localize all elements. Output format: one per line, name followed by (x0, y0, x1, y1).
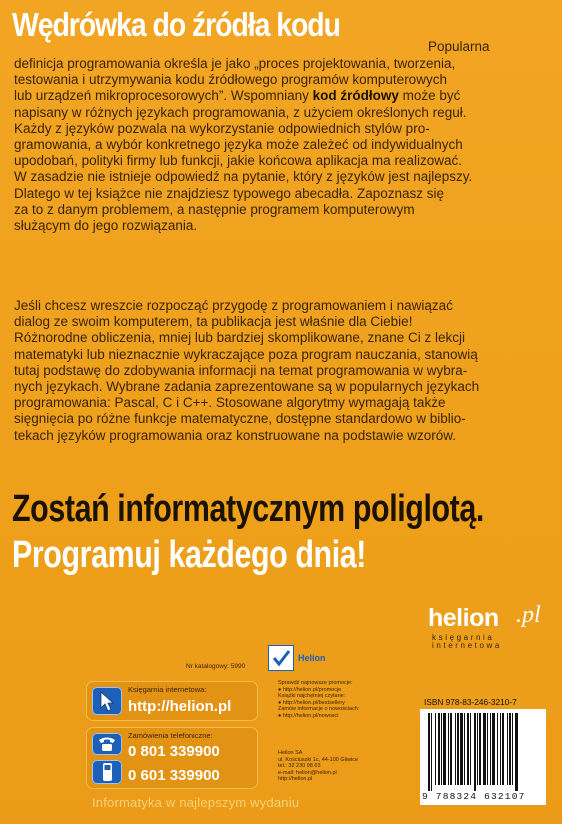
publisher-address-line: http://helion.pl (278, 776, 313, 783)
slogan-secondary: Programuj każdego dnia! (12, 534, 366, 576)
barcode-bar (483, 713, 486, 785)
promo-info (278, 680, 359, 720)
barcode-bar (464, 713, 465, 785)
barcode-bar (479, 713, 481, 785)
promo-info-line: Książki najchętniej czytane: (278, 693, 346, 700)
mobile-phone-icon (92, 760, 122, 784)
logo-subtitle-line1: księgarnia (432, 633, 495, 642)
logo-suffix: .pl (516, 602, 541, 628)
paragraph-2-line: matematyki lub nieznacznie wykraczające poza program nauczania, stanowią (14, 346, 478, 362)
barcode-bar (500, 713, 501, 785)
helion-badge-icon (268, 645, 294, 671)
paragraph-1-line (14, 137, 546, 153)
text-segment: W zasadzie nie istnieje odpowiedź na pytanie, który z języków jest najlepszy. (14, 169, 473, 185)
barcode-bar (474, 713, 476, 791)
catalog-code: Nr katalogowy: 5990 (186, 663, 246, 670)
promo-info-line: ● http://helion.pl/promocje (278, 686, 342, 693)
barcode-bar (431, 713, 432, 791)
barcode-bar (492, 713, 495, 785)
barcode-digits: 9 788324 632107 (422, 791, 526, 802)
paragraph-1-line (14, 88, 546, 104)
barcode-bar (490, 713, 491, 785)
text-segment: może być (398, 88, 461, 104)
text-segment: Każdy z języków pozwala na wykorzystanie odpowiednich stylów pro- (14, 120, 430, 136)
barcode-bar (443, 713, 446, 785)
paragraph-1-line (14, 105, 546, 121)
paragraph-2-line: programowania: Pascal, C i C++. Stosowane algorytmy wymagają także (14, 395, 446, 411)
paragraph-2-line: dialog ze swoim komputerem, ta publikacja jest właśnie dla Ciebie! (14, 314, 413, 330)
web-store-url[interactable]: http://helion.pl (128, 698, 232, 715)
text-segment: lub urządzeń mikroprocesorowych”. Wspomniany (14, 88, 313, 104)
paragraph-1-line (14, 186, 546, 202)
publisher-address-line: ul. Kościuszki 1c, 44-100 Gliwice (278, 756, 359, 763)
publisher-address-line: e-mail: helion@helion.pl (278, 769, 337, 776)
text-segment: napisany w różnych językach programowania, z użyciem określonych reguł. (14, 104, 467, 120)
phone-order-label: Zamówienia telefoniczne: (128, 731, 213, 740)
barcode-bar (515, 713, 518, 791)
paragraph-1-line (14, 169, 546, 185)
barcode-bar (509, 713, 511, 785)
barcode-bar (502, 713, 504, 785)
paragraph-1-line (14, 56, 546, 72)
barcode-bar (487, 713, 488, 785)
paragraph-2-line: tutaj podstawę do zdobywania informacji na temat programowania w wybra- (14, 362, 468, 378)
promo-info-line: ● http://helion.pl/nowosci (278, 712, 339, 719)
paragraph-1 (14, 56, 546, 234)
text-segment: definicja programowania określa je jako „proces projektowania, tworzenia, (14, 56, 456, 71)
phone-number-2[interactable]: 0 601 339900 (128, 767, 220, 784)
logo-subtitle-line2: internetowa (432, 641, 502, 650)
text-segment: Dlatego w tej książce nie znajdziesz typowego abecadła. Zapoznasz się (14, 185, 444, 201)
helion-small-name: Helion (298, 653, 326, 663)
barcode-bar (470, 713, 471, 785)
paragraph1-first-word: Popularna (428, 39, 490, 54)
barcode-bar (507, 713, 508, 785)
slogan-primary: Zostań informatycznym poliglotą. (12, 488, 484, 530)
barcode (420, 709, 546, 805)
phone-icon (92, 733, 122, 755)
text-segment: służącym do jego rozwiązania. (14, 218, 198, 234)
cursor-icon (92, 687, 122, 715)
publisher-address-line: tel.: 32 230 98 63 (278, 763, 321, 770)
paragraph-1-line (14, 202, 546, 218)
publisher-address (278, 750, 358, 783)
cover-title: Wędrówka do źródła kodu (12, 6, 340, 43)
barcode-bar (512, 713, 513, 785)
text-segment: gramowania, a wybór konkretnego języka może zależeć od indywidualnych (14, 137, 463, 153)
text-segment: testowania i utrzymywania kodu źródłowego programów komputerowych (14, 72, 447, 88)
barcode-bar (497, 713, 498, 785)
logo-word: helion (428, 604, 499, 632)
paragraph-2 (14, 298, 546, 444)
paragraph-2-line: Różnorodne obliczenia, mniej lub bardziej skomplikowane, znane Ci z lekcji (14, 330, 465, 346)
barcode-bar (460, 713, 463, 785)
promo-info-line: Zamów informacje o nowościach: (278, 706, 360, 713)
barcode-bars (426, 713, 540, 791)
paragraph-1-line (14, 153, 546, 169)
paragraph-1-line (14, 218, 546, 234)
paragraph-1-line (14, 121, 546, 137)
barcode-bar (441, 713, 442, 785)
barcode-bar (448, 713, 449, 785)
paragraph-1-line (14, 72, 546, 88)
isbn: ISBN 978-83-246-3210-7 (424, 697, 517, 707)
promo-info-line: ● http://helion.pl/bestsellery (278, 699, 345, 706)
barcode-bar (435, 713, 436, 785)
barcode-bar (467, 713, 469, 785)
barcode-bar (455, 713, 456, 785)
web-store-panel (86, 681, 258, 721)
phone-order-panel (86, 727, 258, 789)
helion-logo (428, 604, 548, 648)
barcode-bar (450, 713, 452, 785)
logo-subtitle (432, 634, 502, 650)
paragraph-2-line: sięgnięcia po różne funkcje matematyczne, dostępne standardowo w biblio- (14, 411, 466, 427)
paragraph-2-line: Jeśli chcesz wreszcie rozpocząć przygodę z programowaniem i nawiązać (14, 298, 453, 313)
phone-number-1[interactable]: 0 801 339900 (128, 743, 220, 760)
tagline: Informatyka w najlepszym wydaniu (92, 795, 300, 810)
web-store-label: Księgarnia internetowa: (128, 685, 207, 694)
barcode-bar (438, 713, 440, 785)
barcode-bar (477, 713, 478, 785)
barcode-bar (428, 713, 430, 791)
paragraph-2-line: tekach języków programowania oraz konstruowane na podstawie wzorów. (14, 427, 456, 443)
paragraph-2-line: nych językach. Wybrane zadania zaprezentowane są w popularnych językach (14, 379, 480, 395)
barcode-bar (457, 713, 459, 785)
promo-info-line: Sprawdź najnowsze promocje: (278, 680, 353, 686)
text-segment: za to z danym problemem, a następnie programem komputerowym (14, 201, 415, 217)
publisher-address-line: Helion SA (278, 750, 303, 756)
keyword-bold: kod źródłowy (312, 88, 399, 104)
text-segment: upodobań, polityki firmy lub funkcji, jakie końcowa aplikacja ma realizować. (14, 153, 462, 169)
